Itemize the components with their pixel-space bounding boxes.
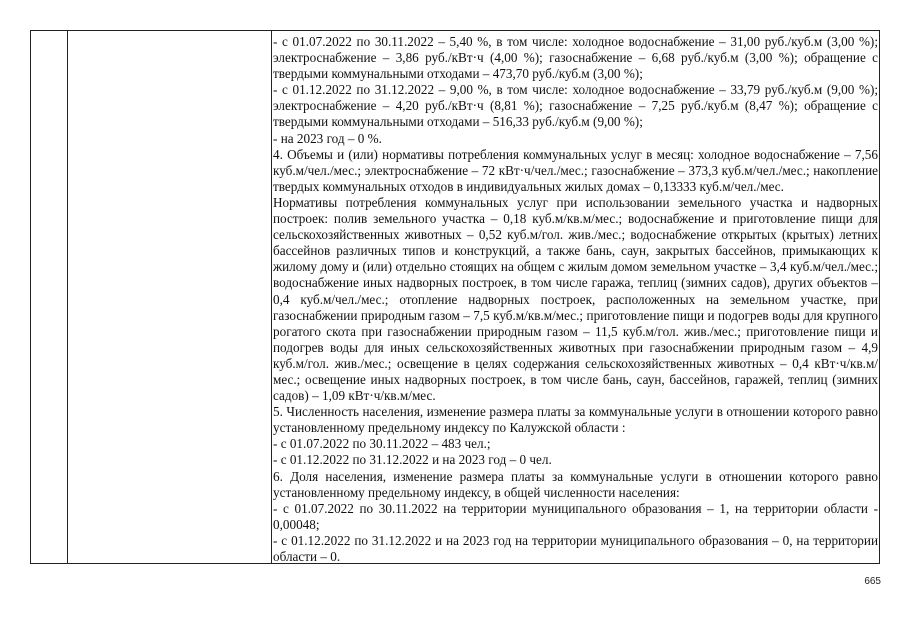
table-column-content [273, 34, 878, 564]
document-table [30, 30, 880, 564]
paragraph-tariff-jul-nov: - с 01.07.2022 по 30.11.2022 – 5,40 %, в том числе: холодное водоснабжение – 31,00 руб./куб.м (3,00 %); электроснабжение – 3,86 руб./кВт·ч (4,00 %); газоснабжение – 6,68 руб./куб.м (3,00 %); обращение с твердыми коммунальными отходами – 473,70 руб./куб.м (3,00 %); [273, 34, 878, 82]
paragraph-tariff-2023: - на 2023 год – 0 %. [273, 130, 382, 146]
paragraph-consumption-volumes: 4. Объемы и (или) нормативы потребления коммунальных услуг в месяц: холодное водоснабжение – 7,56 куб.м/чел./мес.; электроснабжение – 72 кВт·ч/чел./мес.; газоснабжение – 373,3 куб.м/чел./мес.; накопление твердых коммунальных отходов в индивидуальных жилых домах – 0,13333 куб.м/чел./мес. [273, 146, 878, 194]
page-number: 665 [864, 576, 881, 587]
paragraph-population-heading: 5. Численность населения, изменение размера платы за коммунальные услуги в отношении которого равно установленному предельному индексу по Калужской области : [273, 404, 878, 436]
paragraph-share-jul-nov: - с 01.07.2022 по 30.11.2022 на территории муниципального образования – 1, на территории области - 0,00048; [273, 500, 878, 532]
paragraph-land-norms: Нормативы потребления коммунальных услуг при использовании земельного участка и надворных построек: полив земельного участка – 0,18 куб.м/кв.м/мес.; водоснабжение и приготовление пищи для сельскохозяйственных животных – 0,52 куб.м/гол. жив./мес.; водоснабжение открытых (крытых) летних бассейнов различных типов и конструкций, а также бань, саун, закрытых бассейнов, примыкающих к жилому дому и (или) отдельно стоящих на общем с жилым домом земельном участке – 3,4 куб.м/чел./мес.; водоснабжение иных надворных построек, в том числе гаража, теплиц (зимних садов), других объектов – 0,4 куб.м/чел./мес.; отопление надворных построек, расположенных на земельном участке, при газоснабжении природным газом – 7,5 куб.м/кв.м/мес.; приготовление пищи и подогрев воды для крупного рогатого скота при газоснабжении природным газом – 11,5 куб.м/гол. жив./мес.; приготовление пищи и подогрев воды для иных сельскохозяйственных животных при газоснабжении природным газом – 4,9 куб.м/гол. жив./мес.; освещение в целях содержания сельскохозяйственных животных – 0,4 кВт·ч/кв.м/мес.; освещение иных надворных построек, в том числе бань, саун, бассейнов, гаражей, теплиц (зимних садов) – 1,09 кВт·ч/кв.м/мес. [273, 194, 878, 404]
table-column-number [31, 31, 68, 563]
paragraph-share-dec-2023: - с 01.12.2022 по 31.12.2022 и на 2023 год на территории муниципального образования – 0, на территории области – 0. [273, 532, 878, 564]
paragraph-share-heading: 6. Доля населения, изменение размера платы за коммунальные услуги в отношении которого равно установленному предельному индексу, в общей численности населения: [273, 468, 878, 500]
paragraph-tariff-dec: - с 01.12.2022 по 31.12.2022 – 9,00 %, в том числе: холодное водоснабжение – 33,79 руб./куб.м (9,00 %); электроснабжение – 4,20 руб./кВт·ч (8,81 %); газоснабжение – 7,25 руб./куб.м (8,47 %); обращение с твердыми коммунальными отходами – 516,33 руб./куб.м (9,00 %); [273, 82, 878, 130]
table-column-name [68, 31, 272, 563]
paragraph-population-jul-nov: - с 01.07.2022 по 30.11.2022 – 483 чел.; [273, 436, 491, 452]
paragraph-population-dec-2023: - с 01.12.2022 по 31.12.2022 и на 2023 год – 0 чел. [273, 452, 552, 468]
